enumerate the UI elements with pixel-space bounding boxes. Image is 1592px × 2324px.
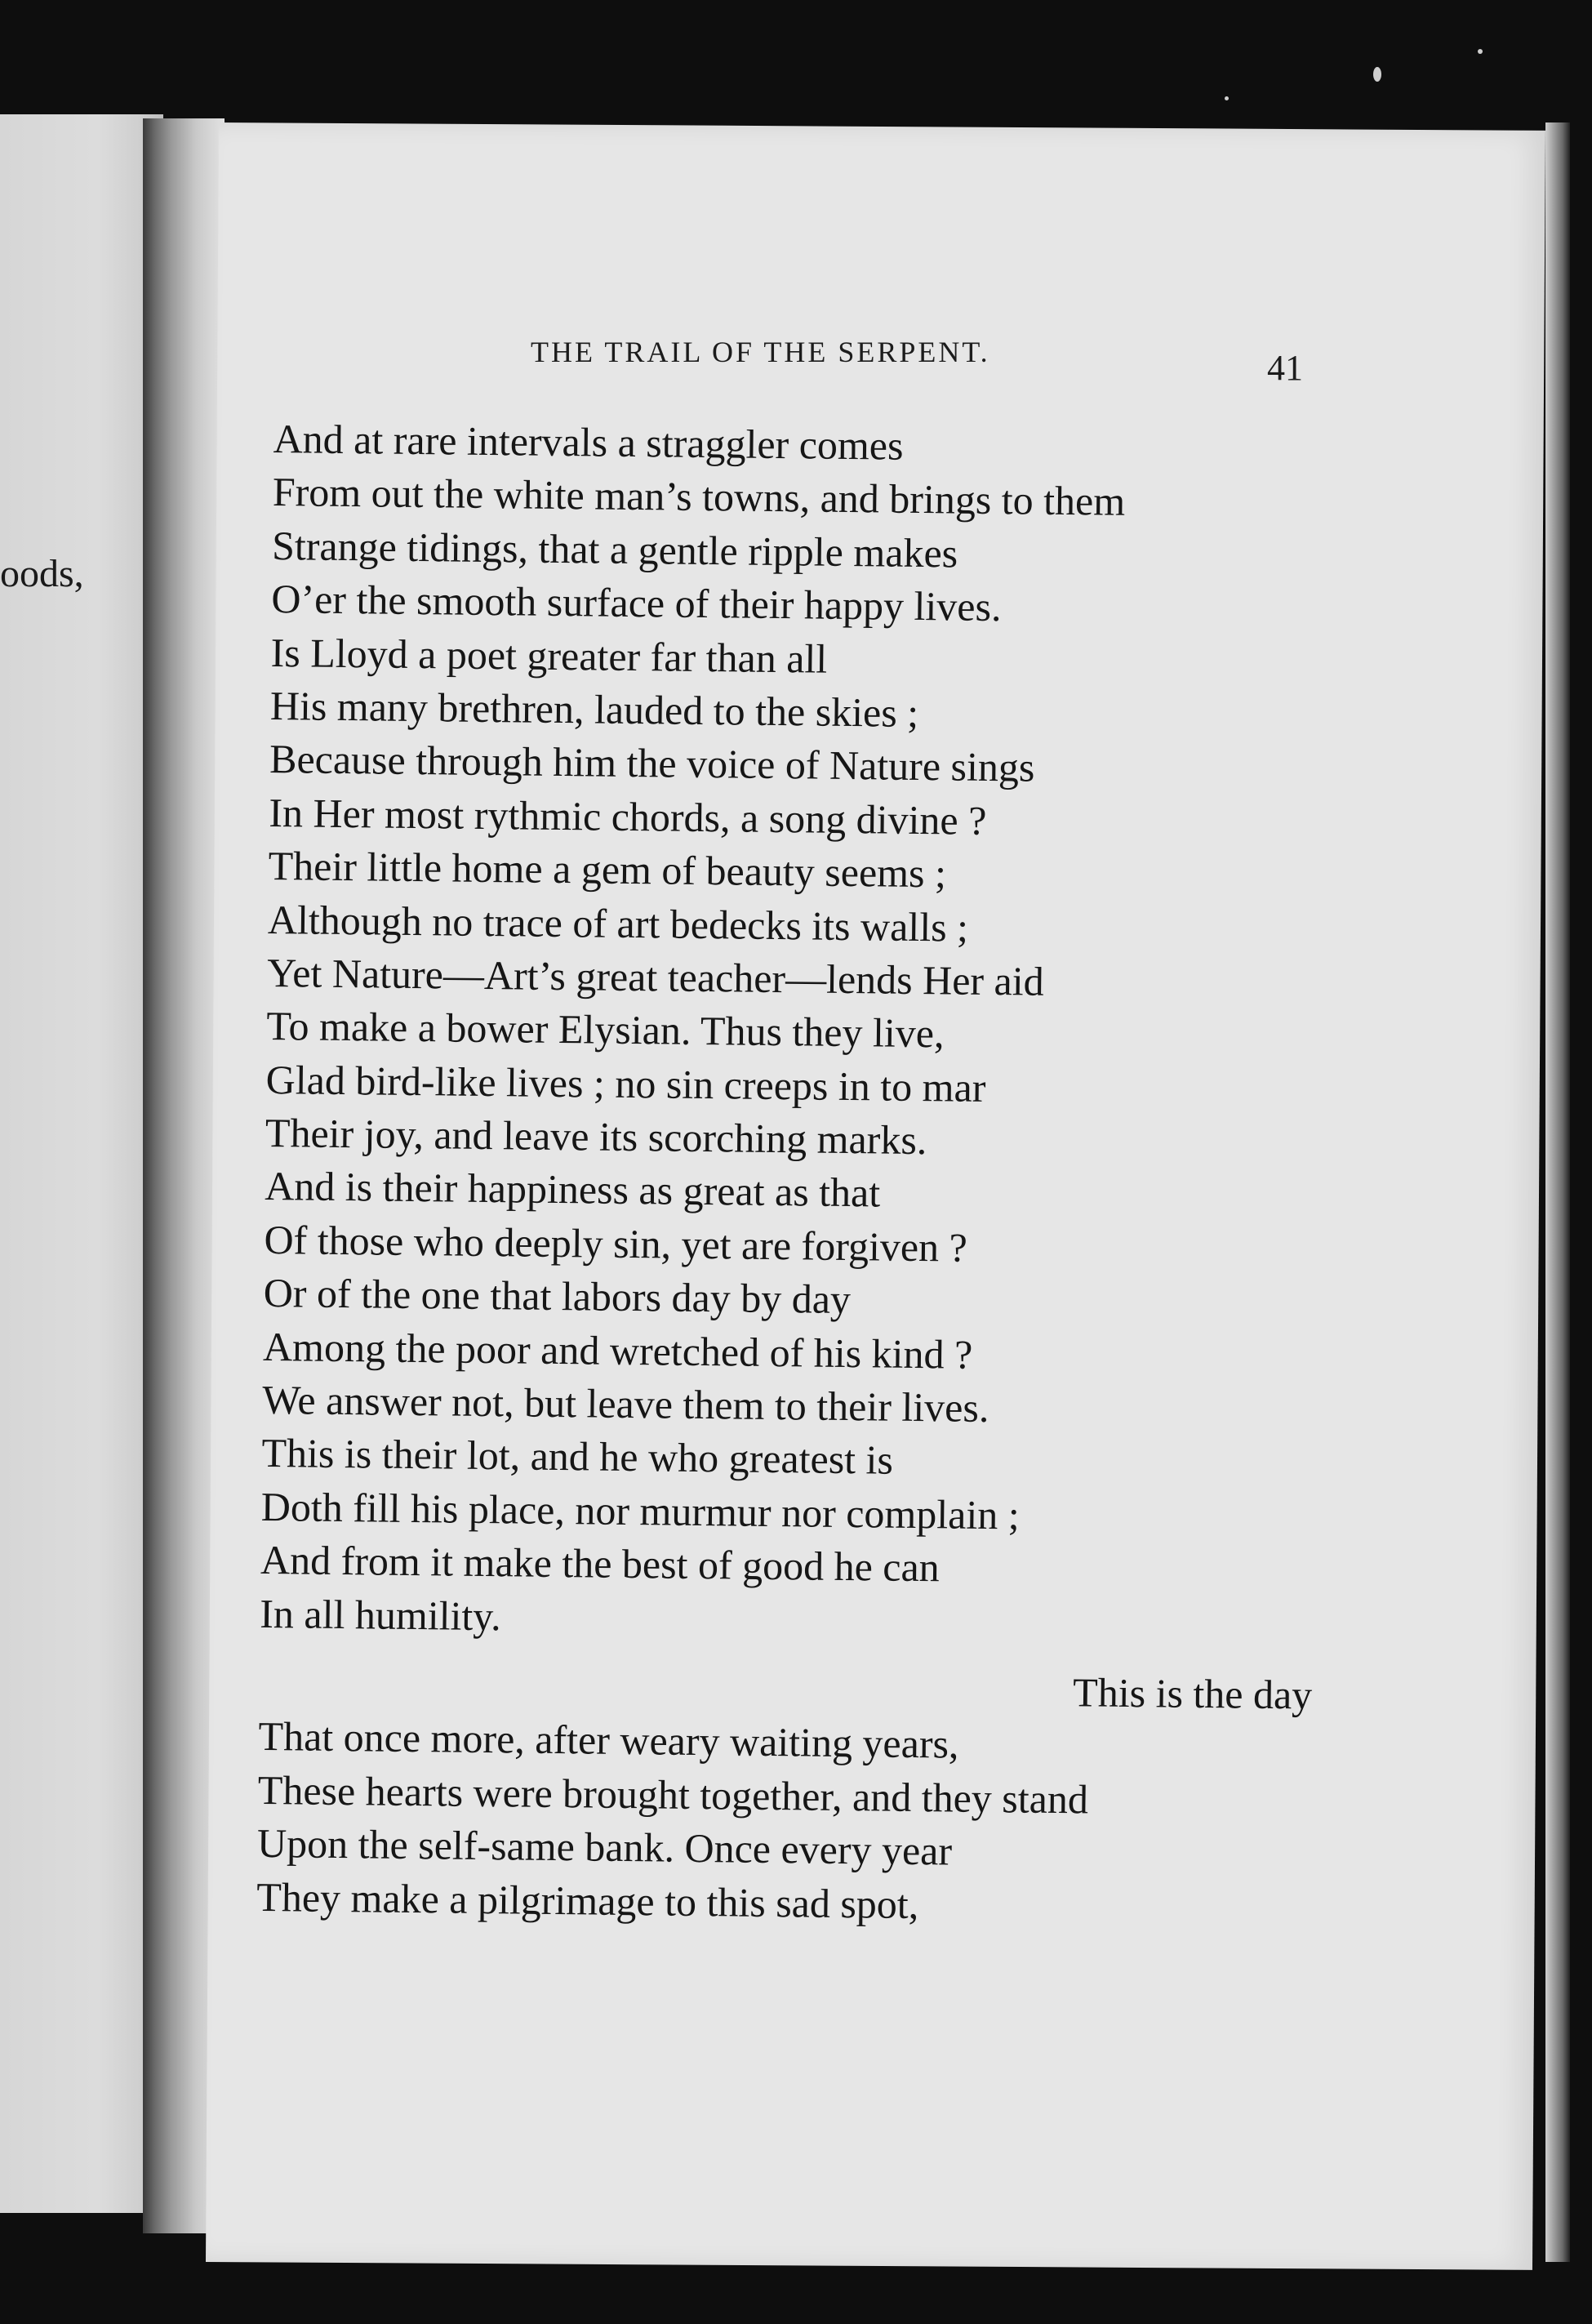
- poem-indented-line: This is the day: [1072, 1669, 1313, 1718]
- poem-line: Doth fill his place, nor murmur nor complain ;: [260, 1483, 1021, 1538]
- poem-line: His many brethren, lauded to the skies ;: [269, 682, 919, 736]
- poem-line: These hearts were brought together, and they stand: [257, 1766, 1089, 1823]
- poem-text: [256, 412, 1359, 1936]
- left-page-text-fragment: oods,: [0, 552, 84, 595]
- poem-line: Their joy, and leave its scorching marks.: [265, 1110, 927, 1164]
- poem-line: O’er the smooth surface of their happy lives.: [271, 576, 1002, 630]
- poem-line: And at rare intervals a straggler comes: [273, 415, 904, 469]
- poem-line: In Her most rythmic chords, a song divine ?: [269, 789, 987, 844]
- poem-line: In all humility.: [259, 1590, 501, 1639]
- poem-line: Glad bird-like lives ; no sin creeps in to mar: [265, 1056, 986, 1111]
- poem-line: And is their happiness as great as that: [264, 1163, 881, 1216]
- poem-line: Strange tidings, that a gentle ripple makes: [271, 522, 958, 577]
- poem-line: They make a pilgrimage to this sad spot,: [256, 1873, 919, 1927]
- poem-line: Although no trace of art bedecks its walls ;: [267, 896, 969, 951]
- poem-line: This is their lot, and he who greatest is: [261, 1430, 894, 1484]
- poem-line: From out the white man’s towns, and brings to them: [272, 469, 1126, 525]
- poem-line: Or of the one that labors day by day: [263, 1270, 852, 1323]
- page-number: 41: [1267, 348, 1303, 388]
- scan-speck: [1373, 67, 1381, 82]
- poem-line: Among the poor and wretched of his kind ?: [262, 1323, 973, 1378]
- poem-line: Yet Nature—Art’s great teacher—lends Her aid: [266, 949, 1045, 1004]
- poem-line: Upon the self-same bank. Once every year: [256, 1820, 953, 1874]
- left-facing-page: [0, 114, 163, 2213]
- scan-speck: [1225, 96, 1229, 100]
- scan-speck: [1478, 49, 1483, 54]
- running-title: THE TRAIL OF THE SERPENT.: [531, 336, 990, 368]
- poem-line: Their little home a gem of beauty seems ;: [268, 843, 947, 897]
- poem-line: We answer not, but leave them to their lives.: [261, 1376, 989, 1431]
- poem-line: That once more, after weary waiting years,: [258, 1713, 959, 1768]
- poem-line: Is Lloyd a poet greater far than all: [270, 629, 828, 682]
- poem-line: And from it make the best of good he can: [260, 1537, 941, 1591]
- poem-line: To make a bower Elysian. Thus they live,: [266, 1003, 945, 1057]
- page-edge-shadow: [1545, 122, 1570, 2262]
- poem-line: Because through him the voice of Nature sings: [269, 736, 1035, 790]
- poem-line: Of those who deeply sin, yet are forgiven ?: [264, 1216, 968, 1271]
